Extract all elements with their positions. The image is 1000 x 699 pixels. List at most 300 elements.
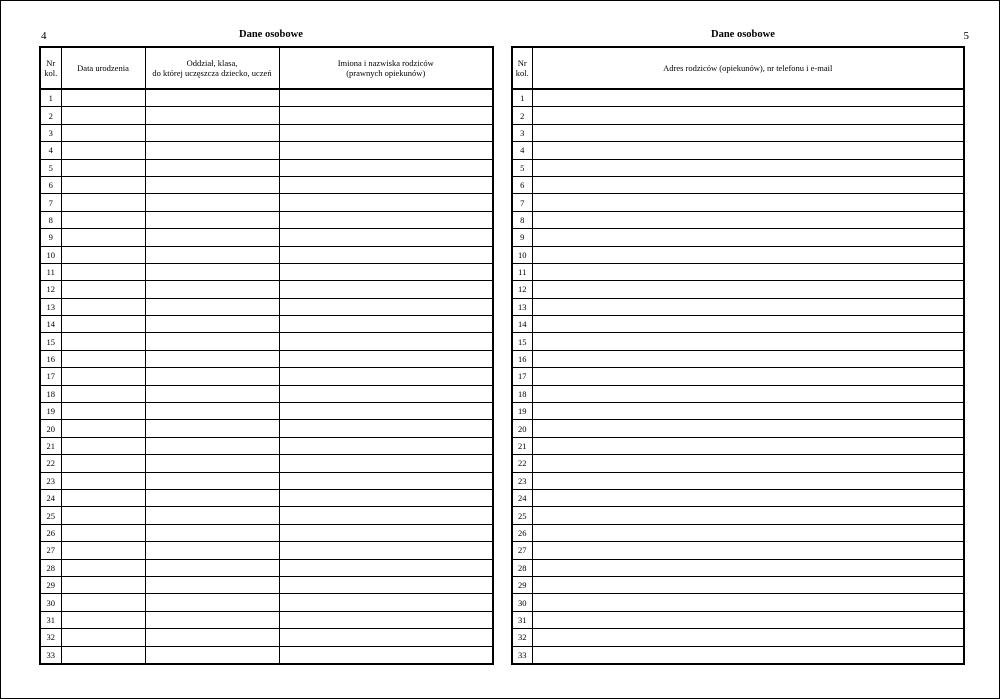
birth-date-cell[interactable]	[61, 194, 145, 211]
address-contact-cell[interactable]	[532, 229, 964, 246]
parents-names-cell[interactable]	[279, 124, 493, 141]
table-row	[40, 194, 493, 211]
row-number: 26	[518, 527, 527, 538]
class-cell[interactable]	[145, 629, 279, 646]
row-number: 19	[46, 406, 55, 417]
row-number: 5	[48, 162, 53, 173]
row-number-cell	[512, 263, 532, 280]
parents-names-cell[interactable]	[279, 611, 493, 628]
table-row	[512, 420, 964, 437]
table-row	[512, 385, 964, 402]
parents-names-cell[interactable]	[279, 142, 493, 159]
birth-date-cell[interactable]	[61, 229, 145, 246]
row-number-cell	[512, 246, 532, 263]
row-number-cell	[512, 455, 532, 472]
birth-date-cell[interactable]	[61, 89, 145, 107]
row-number: 20	[518, 423, 527, 434]
table-row	[40, 559, 493, 576]
parents-names-cell[interactable]	[279, 176, 493, 193]
class-cell[interactable]	[145, 385, 279, 402]
address-contact-cell[interactable]	[532, 507, 964, 524]
class-cell[interactable]	[145, 420, 279, 437]
row-number-cell	[40, 263, 61, 280]
row-number-cell	[512, 524, 532, 541]
parents-names-cell[interactable]	[279, 316, 493, 333]
address-contact-cell[interactable]	[532, 524, 964, 541]
address-contact-cell[interactable]	[532, 89, 964, 107]
class-cell[interactable]	[145, 176, 279, 193]
row-number-cell	[512, 576, 532, 593]
birth-date-cell[interactable]	[61, 107, 145, 124]
address-contact-cell[interactable]	[532, 107, 964, 124]
row-number-cell	[40, 229, 61, 246]
table-row	[40, 629, 493, 646]
parents-names-cell[interactable]	[279, 403, 493, 420]
row-number-cell	[512, 368, 532, 385]
birth-date-cell[interactable]	[61, 455, 145, 472]
row-number: 32	[518, 632, 527, 643]
row-number-cell	[512, 211, 532, 228]
table-row	[512, 176, 964, 193]
row-number: 9	[520, 232, 525, 243]
table-row	[40, 507, 493, 524]
table-row	[40, 611, 493, 628]
birth-date-cell[interactable]	[61, 246, 145, 263]
table-row	[512, 368, 964, 385]
row-number-cell	[512, 107, 532, 124]
class-cell[interactable]	[145, 489, 279, 506]
table-row	[512, 142, 964, 159]
birth-date-cell[interactable]	[61, 472, 145, 489]
column-header-nr: Nr kol.	[512, 47, 532, 89]
row-number-cell	[512, 611, 532, 628]
row-number-cell	[40, 542, 61, 559]
table-row	[40, 263, 493, 280]
parents-names-cell[interactable]	[279, 472, 493, 489]
row-number-cell	[512, 646, 532, 664]
column-header-address-contact: Adres rodziców (opiekunów), nr telefonu i e-mail	[532, 47, 964, 89]
class-cell[interactable]	[145, 437, 279, 454]
row-number: 15	[518, 336, 527, 347]
parents-names-cell[interactable]	[279, 542, 493, 559]
row-number-cell	[512, 142, 532, 159]
class-cell[interactable]	[145, 298, 279, 315]
birth-date-cell[interactable]	[61, 263, 145, 280]
row-number-cell	[40, 507, 61, 524]
table-row	[40, 333, 493, 350]
row-number-cell	[40, 576, 61, 593]
address-contact-cell[interactable]	[532, 368, 964, 385]
row-number-cell	[512, 437, 532, 454]
address-contact-cell[interactable]	[532, 316, 964, 333]
address-contact-cell[interactable]	[532, 194, 964, 211]
parents-names-cell[interactable]	[279, 437, 493, 454]
row-number-cell	[512, 159, 532, 176]
birth-date-cell[interactable]	[61, 176, 145, 193]
row-number: 25	[518, 510, 527, 521]
table-row	[40, 472, 493, 489]
table-row	[40, 542, 493, 559]
parents-names-cell[interactable]	[279, 420, 493, 437]
birth-date-cell[interactable]	[61, 437, 145, 454]
table-row	[512, 333, 964, 350]
table-row	[40, 489, 493, 506]
birth-date-cell[interactable]	[61, 559, 145, 576]
row-number-cell	[40, 298, 61, 315]
class-cell[interactable]	[145, 246, 279, 263]
column-header-parents-names: Imiona i nazwiska rodziców (prawnych opiekunów)	[279, 47, 493, 89]
parents-names-cell[interactable]	[279, 594, 493, 611]
row-number: 16	[518, 354, 527, 365]
parents-names-cell[interactable]	[279, 576, 493, 593]
table-row	[512, 124, 964, 141]
right-register-body	[512, 89, 964, 664]
birth-date-cell[interactable]	[61, 594, 145, 611]
table-row	[40, 646, 493, 664]
class-cell[interactable]	[145, 368, 279, 385]
row-number-cell	[512, 194, 532, 211]
table-row	[512, 298, 964, 315]
row-number: 10	[518, 249, 527, 260]
row-number: 9	[48, 232, 53, 243]
table-row	[40, 124, 493, 141]
table-row	[40, 142, 493, 159]
address-contact-cell[interactable]	[532, 159, 964, 176]
table-row	[40, 385, 493, 402]
address-contact-cell[interactable]	[532, 246, 964, 263]
row-number-cell	[40, 194, 61, 211]
parents-names-cell[interactable]	[279, 333, 493, 350]
birth-date-cell[interactable]	[61, 629, 145, 646]
parents-names-cell[interactable]	[279, 107, 493, 124]
address-contact-cell[interactable]	[532, 176, 964, 193]
table-row	[512, 403, 964, 420]
class-cell[interactable]	[145, 107, 279, 124]
parents-names-cell[interactable]	[279, 281, 493, 298]
table-row	[40, 107, 493, 124]
row-number: 10	[46, 249, 55, 260]
table-row	[40, 350, 493, 367]
birth-date-cell[interactable]	[61, 368, 145, 385]
row-number-cell	[512, 124, 532, 141]
row-number: 27	[518, 545, 527, 556]
birth-date-cell[interactable]	[61, 489, 145, 506]
page-heading-right: Dane osobowe	[711, 29, 775, 40]
row-number: 31	[518, 614, 527, 625]
class-cell[interactable]	[145, 350, 279, 367]
row-number-cell	[40, 107, 61, 124]
row-number-cell	[512, 629, 532, 646]
address-contact-cell[interactable]	[532, 281, 964, 298]
birth-date-cell[interactable]	[61, 142, 145, 159]
class-cell[interactable]	[145, 316, 279, 333]
address-contact-cell[interactable]	[532, 437, 964, 454]
row-number: 33	[518, 649, 527, 660]
address-contact-cell[interactable]	[532, 420, 964, 437]
table-row	[512, 629, 964, 646]
table-row	[512, 524, 964, 541]
table-row	[512, 194, 964, 211]
row-number-cell	[512, 507, 532, 524]
birth-date-cell[interactable]	[61, 420, 145, 437]
parents-names-cell[interactable]	[279, 246, 493, 263]
row-number: 1	[520, 93, 525, 104]
address-contact-cell[interactable]	[532, 472, 964, 489]
address-contact-cell[interactable]	[532, 124, 964, 141]
row-number: 3	[48, 127, 53, 138]
row-number-cell	[40, 472, 61, 489]
row-number-cell	[40, 524, 61, 541]
row-number: 26	[46, 527, 55, 538]
table-row	[512, 594, 964, 611]
row-number-cell	[40, 89, 61, 107]
table-row	[512, 229, 964, 246]
class-cell[interactable]	[145, 611, 279, 628]
class-cell[interactable]	[145, 542, 279, 559]
page-number-left: 4	[41, 30, 47, 42]
row-number-cell	[512, 176, 532, 193]
class-cell[interactable]	[145, 281, 279, 298]
address-contact-cell[interactable]	[532, 350, 964, 367]
class-cell[interactable]	[145, 89, 279, 107]
birth-date-cell[interactable]	[61, 403, 145, 420]
table-row	[40, 594, 493, 611]
row-number-cell	[40, 246, 61, 263]
class-cell[interactable]	[145, 646, 279, 664]
birth-date-cell[interactable]	[61, 507, 145, 524]
row-number: 1	[48, 93, 53, 104]
row-number: 8	[48, 214, 53, 225]
parents-names-cell[interactable]	[279, 646, 493, 664]
table-row	[40, 316, 493, 333]
birth-date-cell[interactable]	[61, 124, 145, 141]
birth-date-cell[interactable]	[61, 298, 145, 315]
parents-names-cell[interactable]	[279, 350, 493, 367]
row-number: 2	[520, 110, 525, 121]
table-row	[512, 646, 964, 664]
row-number-cell	[512, 281, 532, 298]
row-number-cell	[40, 368, 61, 385]
birth-date-cell[interactable]	[61, 542, 145, 559]
table-row	[40, 298, 493, 315]
class-cell[interactable]	[145, 524, 279, 541]
address-contact-cell[interactable]	[532, 542, 964, 559]
row-number: 5	[520, 162, 525, 173]
row-number: 32	[46, 632, 55, 643]
row-number-cell	[40, 559, 61, 576]
column-header-class: Oddział, klasa, do której uczęszcza dziecko, uczeń	[145, 47, 279, 89]
address-contact-cell[interactable]	[532, 559, 964, 576]
row-number: 6	[48, 180, 53, 191]
row-number: 23	[46, 475, 55, 486]
class-cell[interactable]	[145, 333, 279, 350]
row-number: 28	[518, 562, 527, 573]
row-number-cell	[40, 124, 61, 141]
row-number: 14	[46, 319, 55, 330]
address-contact-cell[interactable]	[532, 489, 964, 506]
row-number: 15	[46, 336, 55, 347]
row-number-cell	[40, 142, 61, 159]
birth-date-cell[interactable]	[61, 576, 145, 593]
row-number: 12	[518, 284, 527, 295]
row-number: 11	[518, 267, 527, 278]
birth-date-cell[interactable]	[61, 159, 145, 176]
row-number: 25	[46, 510, 55, 521]
row-number: 14	[518, 319, 527, 330]
row-number: 4	[520, 145, 525, 156]
table-row	[512, 350, 964, 367]
class-cell[interactable]	[145, 507, 279, 524]
parents-names-cell[interactable]	[279, 385, 493, 402]
parents-names-cell[interactable]	[279, 629, 493, 646]
table-row	[512, 611, 964, 628]
table-row	[40, 229, 493, 246]
class-cell[interactable]	[145, 159, 279, 176]
row-number-cell	[40, 611, 61, 628]
row-number: 21	[46, 441, 55, 451]
row-number-cell	[40, 159, 61, 176]
row-number-cell	[40, 350, 61, 367]
row-number: 27	[46, 545, 55, 556]
row-number: 20	[46, 423, 55, 434]
column-header-birth-date: Data urodzenia	[61, 47, 145, 89]
table-row	[512, 437, 964, 454]
table-row	[512, 89, 964, 107]
table-row	[512, 542, 964, 559]
parents-names-cell[interactable]	[279, 559, 493, 576]
table-row	[40, 368, 493, 385]
table-row	[40, 246, 493, 263]
parents-names-cell[interactable]	[279, 263, 493, 280]
address-contact-cell[interactable]	[532, 385, 964, 402]
row-number-cell	[512, 472, 532, 489]
parents-names-cell[interactable]	[279, 298, 493, 315]
row-number: 4	[48, 145, 53, 156]
class-cell[interactable]	[145, 194, 279, 211]
left-page	[39, 0, 492, 699]
parents-names-cell[interactable]	[279, 159, 493, 176]
row-number: 3	[520, 127, 525, 138]
right-header-row	[512, 47, 964, 89]
address-contact-cell[interactable]	[532, 455, 964, 472]
row-number-cell	[40, 403, 61, 420]
table-row	[512, 576, 964, 593]
birth-date-cell[interactable]	[61, 316, 145, 333]
row-number-cell	[512, 420, 532, 437]
row-number: 18	[518, 388, 527, 399]
row-number: 17	[46, 371, 55, 382]
parents-names-cell[interactable]	[279, 211, 493, 228]
table-row	[512, 107, 964, 124]
class-cell[interactable]	[145, 559, 279, 576]
class-cell[interactable]	[145, 472, 279, 489]
birth-date-cell[interactable]	[61, 611, 145, 628]
parents-names-cell[interactable]	[279, 368, 493, 385]
table-row	[512, 263, 964, 280]
row-number: 7	[48, 197, 53, 208]
address-contact-cell[interactable]	[532, 333, 964, 350]
table-row	[40, 524, 493, 541]
row-number-cell	[40, 333, 61, 350]
class-cell[interactable]	[145, 229, 279, 246]
address-contact-cell[interactable]	[532, 646, 964, 664]
row-number-cell	[40, 420, 61, 437]
row-number-cell	[512, 333, 532, 350]
address-contact-cell[interactable]	[532, 611, 964, 628]
class-cell[interactable]	[145, 124, 279, 141]
class-cell[interactable]	[145, 594, 279, 611]
parents-names-cell[interactable]	[279, 507, 493, 524]
class-cell[interactable]	[145, 142, 279, 159]
parents-names-cell[interactable]	[279, 89, 493, 107]
column-header-nr: Nr kol.	[40, 47, 61, 89]
table-row	[40, 403, 493, 420]
parents-names-cell[interactable]	[279, 229, 493, 246]
row-number-cell	[512, 559, 532, 576]
row-number: 22	[518, 458, 527, 469]
row-number: 29	[46, 580, 55, 591]
address-contact-cell[interactable]	[532, 594, 964, 611]
address-contact-cell[interactable]	[532, 403, 964, 420]
row-number-cell	[512, 89, 532, 107]
class-cell[interactable]	[145, 403, 279, 420]
address-contact-cell[interactable]	[532, 263, 964, 280]
address-contact-cell[interactable]	[532, 629, 964, 646]
table-row	[512, 472, 964, 489]
class-cell[interactable]	[145, 455, 279, 472]
page-number-right: 5	[963, 30, 969, 42]
row-number-cell	[40, 629, 61, 646]
class-cell[interactable]	[145, 263, 279, 280]
birth-date-cell[interactable]	[61, 646, 145, 664]
row-number-cell	[40, 176, 61, 193]
class-cell[interactable]	[145, 211, 279, 228]
table-row	[40, 176, 493, 193]
row-number: 19	[518, 406, 527, 417]
row-number: 13	[46, 301, 55, 312]
parents-names-cell[interactable]	[279, 455, 493, 472]
row-number: 23	[518, 475, 527, 486]
row-number: 30	[518, 597, 527, 608]
row-number: 28	[46, 562, 55, 573]
birth-date-cell[interactable]	[61, 211, 145, 228]
birth-date-cell[interactable]	[61, 333, 145, 350]
table-row	[40, 576, 493, 593]
birth-date-cell[interactable]	[61, 281, 145, 298]
parents-names-cell[interactable]	[279, 489, 493, 506]
row-number: 24	[46, 493, 55, 504]
row-number: 24	[518, 493, 527, 504]
birth-date-cell[interactable]	[61, 350, 145, 367]
table-row	[512, 159, 964, 176]
table-row	[512, 246, 964, 263]
row-number: 7	[520, 197, 525, 208]
address-contact-cell[interactable]	[532, 576, 964, 593]
table-row	[40, 159, 493, 176]
birth-date-cell[interactable]	[61, 385, 145, 402]
row-number: 12	[46, 284, 55, 295]
address-contact-cell[interactable]	[532, 298, 964, 315]
address-contact-cell[interactable]	[532, 211, 964, 228]
parents-names-cell[interactable]	[279, 524, 493, 541]
table-row	[512, 559, 964, 576]
row-number-cell	[40, 211, 61, 228]
birth-date-cell[interactable]	[61, 524, 145, 541]
parents-names-cell[interactable]	[279, 194, 493, 211]
address-contact-cell[interactable]	[532, 142, 964, 159]
class-cell[interactable]	[145, 576, 279, 593]
row-number-cell	[512, 385, 532, 402]
